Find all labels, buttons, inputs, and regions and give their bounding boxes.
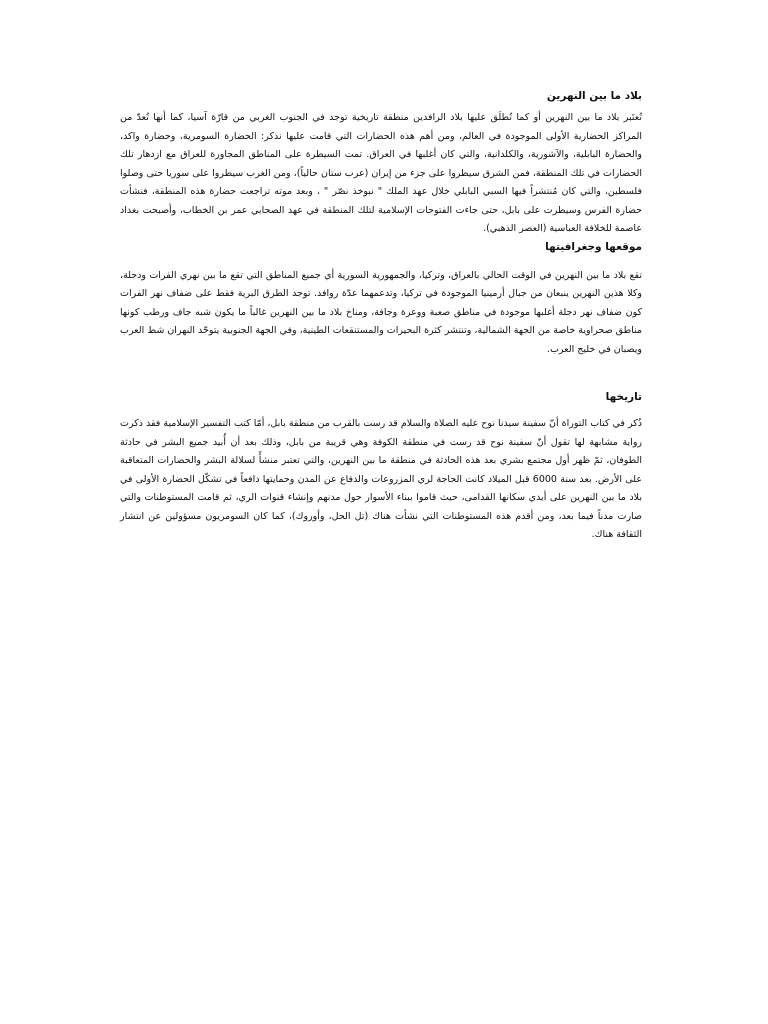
location-paragraph: تقع بلاد ما بين النهرين في الوقت الحالي بالعراق، وتركيا، والجمهورية السورية أي جميع المناطق التي تقع ما بين نهري الفرات ودجلة، وكلا هذين النهرين ينبعان من جبال أرمينيا الموجودة في تركيا، وتدعمهما عدّة روافد. توجد الطرق البرية فقط على ضفاف نهر الفرات كون ضفاف نهر دجلة أغلبها موجودة في مناطق صعبة ووعرة وجافة، ومناخ بلاد ما بين النهرين غالباً ما يكون شبه جاف ورطب كونها مناطق صحراوية خاصة من الجهة الشمالية، وتنتشر كثرة البحيرات والمستنقعات الطينية، وفي الجهة الجنوبية يتوحّد النهران شط العرب ويصبان في خليج العرب. xyxy=(120,269,642,355)
history-paragraph: ذُكر في كتاب التوراة أنّ سفينة سيدنا نوح عليه الصلاة والسلام قد رست بالقرب من منطقة بابل، أمّا كتب التفسير الإسلامية فقد ذكرت رواية مشابهة لها تقول أنّ سفينة نوح قد رست في منطقة الكوفة وهي قريبة من بابل، وذلك بعد أن أُبيد جميع البشر في حادثة الطوفان، ثمّ ظهر أول مجتمع بشري بعد هذه الحادثة في منطقة ما بين النهرين، والتي تعتبر منشأً لسلالة البشر والحضارات المتعاقبة على الأرض. بعد سنة 6000 قبل الميلاد كانت الحاجة لري المزروعات والدفاع عن المدن وحمايتها دافعاً في تشكّل الحضارة الأولى في بلاد ما بين النهرين على أيدي سكانها القدامى، حيث قاموا ببناء الأسوار حول مدنهم وإنشاء قنوات الري، ثم قامت المستوطنات والتي صارت مدناً فيما بعد، ومن أقدم هذه المستوطنات التي نشأت هناك (تل الحل، وأوروك)، كما كان السومريون مسؤولين عن انتشار الثقافة هناك. xyxy=(120,418,642,540)
location-heading: موقعها وجغرافيتها xyxy=(545,240,642,253)
intro-paragraph: تُعتَبر بلاد ما بين النهرين أو كما تُطلَق عليها بلاد الرافدين منطقة تاريخية توجد في الجنوب الغربي من قارّة آسيا، كما أنها تُعدّ من المراكز الحضارية الأولى الموجودة في العالم، ومن أهم هذه الحضارات التي قامت عليها نذكر: الحضارة السومرية، وحضارة واكد، والحضارة البابلية، والآشورية، والكلدانية، والتي كان أغلبها في العراق. تمت السيطرة على المناطق المجاورة للعراق مع ازدهار تلك الحضارات في تلك المنطقة، فمن الشرق سيطروا على جزء من إيران (عرب ستان حالياً)، ومن الغرب سيطروا على سوريا حتى وصلوا فلسطين، والتي كان مُنتشراً فيها السبي البابلي خلال عهد الملك " نبوخذ نصّر " ، وبعد موته تراجعت حضارة هذه المنطقة، فنشأت حضارة الفرس وسيطرت على بابل، حتى جاءت الفتوحات الإسلامية لتلك المنطقة في عهد الصحابي عمر بن الخطاب، وأصبحت بغداد عاصمة للخلافة العباسية (العصر الذهبي). xyxy=(120,112,642,234)
document-body xyxy=(120,88,642,545)
history-heading: تاريخها xyxy=(605,391,642,403)
document-title: بلاد ما بين النهرين xyxy=(546,90,642,102)
